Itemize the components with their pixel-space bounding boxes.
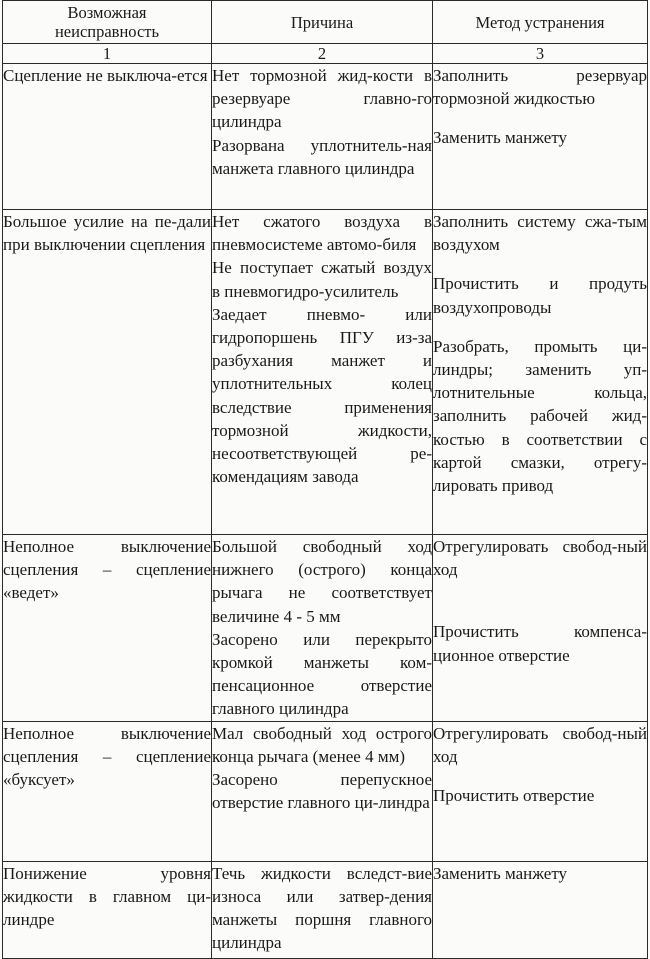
fix-text: Прочистить отверстие [433,786,595,806]
column-number-1: 1 [3,44,212,64]
fix-text: Отрегулировать свобод-ный ход [433,537,647,580]
cause-cell [212,210,433,535]
fix-text: Заменить манжету [433,863,568,883]
cause-text: Большой свободный ход нижнего (острого) конца рычага не соответствует величине 4 - 5 мм [212,537,432,626]
header-cause: Причина [212,1,433,44]
cause-cell [212,721,433,861]
cause-text: Засорено перепускное отверстие главного ци-линдра [212,770,432,813]
cause-cell [212,535,433,722]
fault-text: Сцепление не выключа-ется [3,66,208,85]
fault-text: Неполное выключение сцепления – сцепление «ведет» [3,537,211,603]
fix-cell [433,535,648,722]
fault-cell [3,210,212,535]
cause-text: Нет сжатого воздуха в пневмосистеме автомо-биля [212,212,432,255]
table-row [3,721,648,861]
fix-text: Разобрать, промыть ци-линдры; заменить уп-лотнительные кольца, заполнить рабочей жид-костью в соответствии с картой смазки, отрегу-лировать привод [433,336,647,496]
table-row [3,535,648,722]
header-fix: Метод устранения [433,1,648,44]
fix-text: Прочистить и продуть воздухопроводы [433,274,647,317]
cause-text: Течь жидкости вследст-вие износа или затвер-дения манжеты поршня главного цилиндра [212,863,432,953]
table-header-row [3,1,648,44]
cause-text: Разорвана уплотнитель-ная манжета главного цилиндра [212,135,432,178]
fix-text: Отрегулировать свобод-ный ход [433,723,647,766]
header-fault [3,1,212,44]
table-row [3,64,648,210]
fix-text: Заполнить резервуар тормозной жидкостью [433,66,647,109]
column-number-3: 3 [433,44,648,64]
fault-text: Большое усилие на пе-дали при выключении сцепления [3,212,211,255]
column-number-2: 2 [212,44,433,64]
fault-cell [3,861,212,958]
fault-text: Понижение уровня жидкости в главном ци-линдре [3,863,211,930]
troubleshooting-table [2,0,648,959]
fault-cell [3,535,212,722]
fault-cell [3,64,212,210]
cause-text: Не поступает сжатый воздух в пневмогидро-усилитель [212,258,432,301]
cause-text: Нет тормозной жид-кости в резервуаре главно-го цилиндра [212,66,432,132]
fix-text: Прочистить компенса-ционное отверстие [433,622,647,665]
fix-text: Заменить манжету [433,128,568,148]
header-fault-label: Возможная неисправность [54,3,160,41]
fix-cell [433,721,648,861]
fix-text: Заполнить систему сжа-тым воздухом [433,212,647,255]
fix-cell [433,210,648,535]
cause-text: Мал свободный ход острого конца рычага (менее 4 мм) [212,723,432,766]
fix-cell [433,861,648,958]
cause-text: Засорено или перекрыто кромкой манжеты ком-пенсационное отверстие главного цилиндра [212,629,432,719]
cause-text: Заедает пневмо- или гидропоршень ПГУ из-за разбухания манжет и уплотнительных колец вследствие применения тормозной жидкости, несоответствующей ре-комендациям завода [212,304,432,487]
table-row [3,210,648,535]
table-row [3,861,648,958]
cause-cell [212,64,433,210]
fix-cell [433,64,648,210]
fault-text: Неполное выключение сцепления – сцепление «буксует» [3,723,211,790]
cause-cell [212,861,433,958]
column-number-row [3,44,648,64]
fault-cell [3,721,212,861]
